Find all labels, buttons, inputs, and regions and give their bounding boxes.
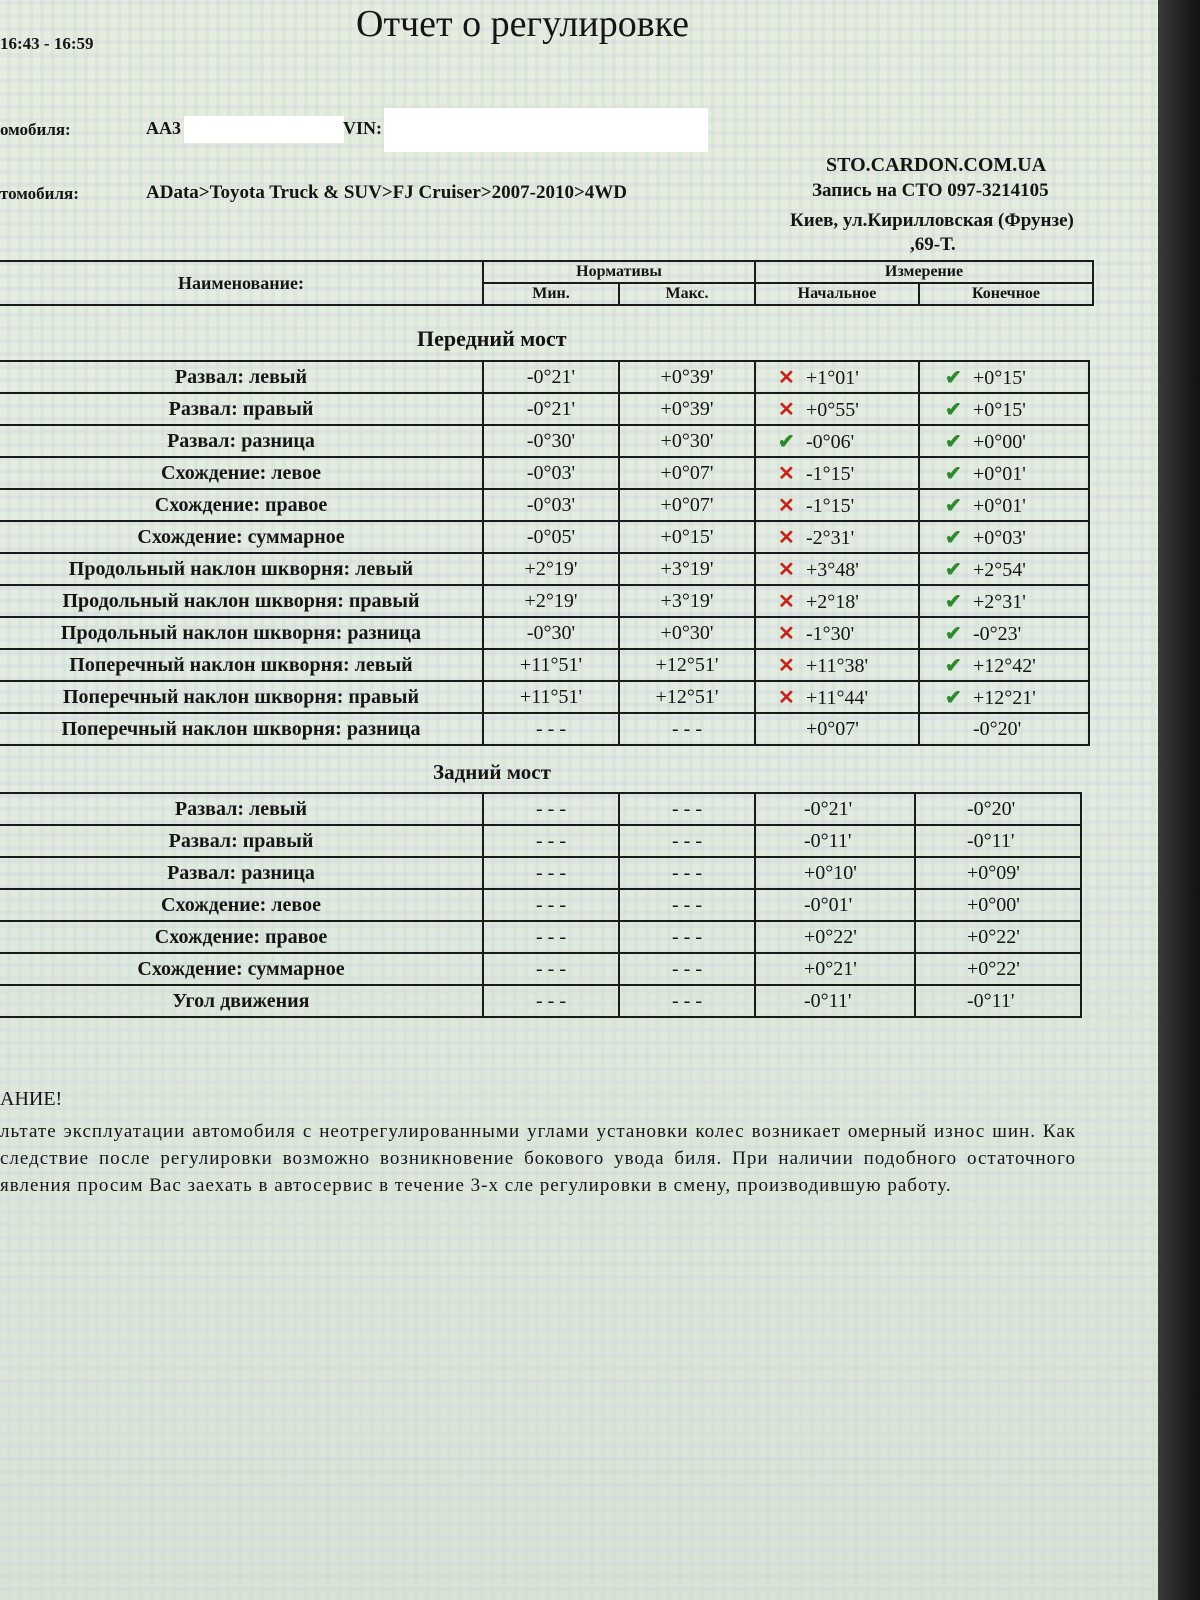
initial-measurement [755,489,919,521]
norm-max: +3°19' [619,553,755,585]
norm-min: - - - [483,857,619,889]
table-row [0,393,1089,425]
redaction-box [184,116,344,143]
final-measurement-value: +0°22' [967,957,1020,980]
table-header [0,260,1094,306]
norm-max: +0°39' [619,393,755,425]
final-measurement-value: +0°22' [967,925,1020,948]
cross-icon: ✕ [778,686,795,709]
check-icon: ✔ [945,686,962,709]
cross-icon: ✕ [778,494,795,517]
initial-measurement [755,857,915,889]
final-measurement-value: +0°01' [973,494,1026,517]
check-icon: ✔ [945,654,962,677]
final-measurement-value: +0°01' [973,462,1026,485]
parameter-name: Развал: разница [0,857,483,889]
final-measurement [915,793,1081,825]
norm-min: -0°21' [483,393,619,425]
norm-min: - - - [483,889,619,921]
initial-measurement [755,713,919,745]
final-measurement [915,825,1081,857]
norm-min: -0°30' [483,425,619,457]
parameter-name: Развал: левый [0,793,483,825]
column-header-final: Конечное [919,283,1093,305]
shop-address-line2: ,69-Т. [910,234,956,255]
note-heading: АНИЕ! [0,1088,63,1110]
cross-icon: ✕ [778,590,795,613]
cross-icon: ✕ [778,526,795,549]
rear-axle-table [0,792,1082,1018]
final-measurement [919,457,1089,489]
parameter-name: Развал: правый [0,393,483,425]
table-row [0,649,1089,681]
table-row [0,713,1089,745]
norm-max: - - - [619,857,755,889]
norm-max: - - - [619,953,755,985]
final-measurement-value: +0°00' [973,430,1026,453]
final-measurement [919,521,1089,553]
norm-min: -0°05' [483,521,619,553]
norm-max: +12°51' [619,649,755,681]
table-row [0,921,1081,953]
norm-max: +3°19' [619,585,755,617]
check-icon: ✔ [945,622,962,645]
norm-min: - - - [483,921,619,953]
parameter-name: Продольный наклон шкворня: левый [0,553,483,585]
norm-max: - - - [619,889,755,921]
initial-measurement-value: +11°38' [806,654,869,677]
initial-measurement [755,553,919,585]
table-row [0,793,1081,825]
initial-measurement-value: +2°18' [806,590,859,613]
final-measurement [919,681,1089,713]
final-measurement [915,889,1081,921]
initial-measurement-value: -1°30' [806,622,855,645]
initial-measurement [755,681,919,713]
final-measurement [915,985,1081,1017]
final-measurement [919,553,1089,585]
final-measurement [919,489,1089,521]
table-row [0,889,1081,921]
check-icon: ✔ [945,430,962,453]
final-measurement-value: +2°31' [973,590,1026,613]
parameter-name: Поперечный наклон шкворня: разница [0,713,483,745]
norm-max: - - - [619,921,755,953]
column-header-measurement: Измерение [755,261,1093,283]
shop-phone: Запись на СТО 097-3214105 [812,180,1049,201]
vin-label: VIN: [343,118,382,138]
parameter-name: Схождение: правое [0,921,483,953]
rear-axle-title: Задний мост [433,760,551,784]
final-measurement-value: +12°42' [973,654,1036,677]
norm-max: +0°07' [619,489,755,521]
final-measurement [919,617,1089,649]
table-row [0,521,1089,553]
final-measurement [919,585,1089,617]
parameter-name: Развал: разница [0,425,483,457]
cross-icon: ✕ [778,462,795,485]
cross-icon: ✕ [778,654,795,677]
norm-min: - - - [483,713,619,745]
initial-measurement [755,825,915,857]
redaction-box [384,108,708,152]
front-axle-title: Передний мост [417,326,567,351]
norm-max: +0°07' [619,457,755,489]
norm-max: - - - [619,825,755,857]
table-row [0,857,1081,889]
check-icon: ✔ [778,430,795,453]
check-icon: ✔ [945,462,962,485]
norm-min: +11°51' [483,681,619,713]
initial-measurement [755,889,915,921]
norm-min: -0°21' [483,361,619,393]
final-measurement-value: +12°21' [973,686,1036,709]
final-measurement-value: +0°00' [967,893,1020,916]
final-measurement [919,649,1089,681]
table-row [0,553,1089,585]
initial-measurement [755,425,919,457]
cross-icon: ✕ [778,366,795,389]
table-row [0,681,1089,713]
norm-min: -0°03' [483,457,619,489]
check-icon: ✔ [945,526,962,549]
final-measurement [919,393,1089,425]
shop-website: STO.CARDON.COM.UA [826,154,1047,176]
initial-measurement [755,457,919,489]
initial-measurement-value: -0°21' [804,797,853,820]
parameter-name: Схождение: суммарное [0,521,483,553]
initial-measurement-value: +3°48' [806,558,859,581]
initial-measurement-value: -0°01' [804,893,853,916]
norm-max: +0°15' [619,521,755,553]
final-measurement [915,953,1081,985]
column-header-norms: Нормативы [483,261,755,283]
plate-label: омобиля: [0,120,71,139]
norm-max: - - - [619,985,755,1017]
final-measurement-value: +0°03' [973,526,1026,549]
initial-measurement [755,985,915,1017]
cross-icon: ✕ [778,558,795,581]
parameter-name: Схождение: левое [0,457,483,489]
norm-min: +2°19' [483,553,619,585]
report-time: 16:43 - 16:59 [0,34,94,53]
cross-icon: ✕ [778,622,795,645]
plate-value: АА3 [146,118,181,138]
initial-measurement-value: +11°44' [806,686,869,709]
final-measurement [919,425,1089,457]
table-row [0,457,1089,489]
final-measurement-value: +0°15' [973,398,1026,421]
table-row [0,425,1089,457]
final-measurement [919,713,1089,745]
norm-max: +0°39' [619,361,755,393]
norm-max: - - - [619,713,755,745]
initial-measurement [755,393,919,425]
initial-measurement-value: +0°55' [806,398,859,421]
parameter-name: Продольный наклон шкворня: правый [0,585,483,617]
norm-min: - - - [483,985,619,1017]
norm-min: -0°03' [483,489,619,521]
initial-measurement [755,585,919,617]
check-icon: ✔ [945,366,962,389]
vehicle-model: AData>Toyota Truck & SUV>FJ Cruiser>2007-2010>4WD [146,182,628,203]
parameter-name: Продольный наклон шкворня: разница [0,617,483,649]
check-icon: ✔ [945,558,962,581]
norm-max: +12°51' [619,681,755,713]
shop-address: Киев, ул.Кирилловская (Фрунзе) [790,210,1074,231]
norm-max: +0°30' [619,425,755,457]
table-row [0,953,1081,985]
table-row [0,361,1089,393]
initial-measurement-value: +0°21' [804,957,857,980]
final-measurement-value: -0°20' [967,797,1016,820]
initial-measurement-value: -1°15' [806,494,855,517]
final-measurement-value: -0°20' [973,717,1022,740]
initial-measurement-value: +0°07' [806,717,859,740]
table-row [0,985,1081,1017]
norm-min: +2°19' [483,585,619,617]
initial-measurement-value: -0°11' [804,989,852,1012]
check-icon: ✔ [945,590,962,613]
parameter-name: Схождение: суммарное [0,953,483,985]
initial-measurement [755,649,919,681]
final-measurement-value: +0°09' [967,861,1020,884]
note-text: льтате эксплуатации автомобиля с неотрегулированными углами установки колес возникает омерный износ шин. Как следствие после регулировки возможно возникновение бокового увода биля. При наличии подобного остаточного явления просим Вас заехать в автосервис в течение 3-х сле регулировки в смену, производившую работу. [0,1121,1076,1196]
parameter-name: Схождение: левое [0,889,483,921]
final-measurement [919,361,1089,393]
front-axle-table [0,360,1090,746]
final-measurement-value: +0°15' [973,366,1026,389]
table-row [0,585,1089,617]
initial-measurement [755,921,915,953]
initial-measurement [755,521,919,553]
initial-measurement [755,953,915,985]
final-measurement-value: +2°54' [973,558,1026,581]
norm-min: -0°30' [483,617,619,649]
initial-measurement [755,361,919,393]
column-header-min: Мин. [483,283,619,305]
monitor-edge [1158,0,1200,1600]
initial-measurement-value: -2°31' [806,526,855,549]
final-measurement-value: -0°11' [967,989,1015,1012]
initial-measurement-value: +1°01' [806,366,859,389]
model-label: томобиля: [0,184,79,203]
check-icon: ✔ [945,398,962,421]
report-title: Отчет о регулировке [356,3,690,45]
cross-icon: ✕ [778,398,795,421]
norm-min: +11°51' [483,649,619,681]
parameter-name: Схождение: правое [0,489,483,521]
initial-measurement-value: +0°22' [804,925,857,948]
norm-min: - - - [483,793,619,825]
initial-measurement-value: -1°15' [806,462,855,485]
parameter-name: Поперечный наклон шкворня: левый [0,649,483,681]
parameter-name: Поперечный наклон шкворня: правый [0,681,483,713]
final-measurement [915,921,1081,953]
norm-max: - - - [619,793,755,825]
initial-measurement-value: -0°06' [806,430,855,453]
final-measurement [915,857,1081,889]
table-row [0,617,1089,649]
table-row [0,489,1089,521]
final-measurement-value: -0°23' [973,622,1022,645]
parameter-name: Угол движения [0,985,483,1017]
column-header-initial: Начальное [755,283,919,305]
parameter-name: Развал: левый [0,361,483,393]
initial-measurement [755,793,915,825]
table-row [0,825,1081,857]
parameter-name: Развал: правый [0,825,483,857]
column-header-max: Макс. [619,283,755,305]
norm-min: - - - [483,953,619,985]
norm-min: - - - [483,825,619,857]
column-header-name: Наименование: [0,261,483,305]
initial-measurement [755,617,919,649]
norm-max: +0°30' [619,617,755,649]
initial-measurement-value: +0°10' [804,861,857,884]
check-icon: ✔ [945,494,962,517]
final-measurement-value: -0°11' [967,829,1015,852]
initial-measurement-value: -0°11' [804,829,852,852]
